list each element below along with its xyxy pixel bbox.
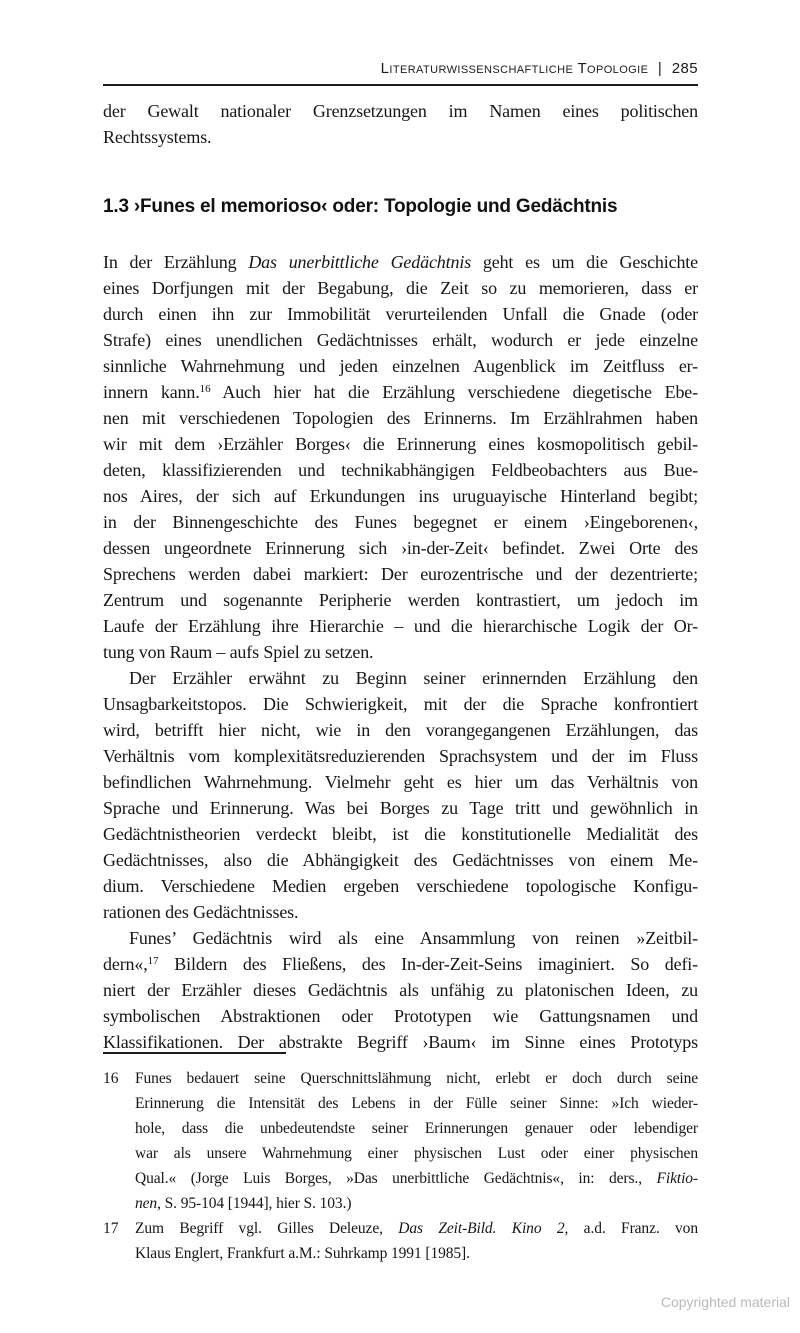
text-line (103, 561, 698, 587)
text-line (103, 951, 698, 977)
text-run: Sprechens werden dabei markiert: Der eurozentrische und der dezentrierte; (103, 564, 698, 584)
text-line (103, 613, 698, 639)
text-run: Das unerbittliche Gedächtnis (248, 252, 472, 272)
text-line (103, 457, 698, 483)
text-run: befindlichen Wahrnehmung. Vielmehr geht es hier um das Verhältnis von (103, 772, 698, 792)
text-line (135, 1116, 698, 1141)
text-line (135, 1216, 698, 1241)
text-line (103, 769, 698, 795)
text-run: Zum Begriff vgl. Gilles Deleuze, (135, 1220, 399, 1237)
text-line (103, 587, 698, 613)
paragraph (103, 925, 698, 1055)
paragraph (103, 98, 698, 150)
text-run: hole, dass die unbedeutendste seiner Erinnerungen genauer oder lebendiger (135, 1120, 698, 1137)
text-run: rationen des Gedächtnisses. (103, 902, 299, 922)
text-line (103, 795, 698, 821)
text-line (103, 639, 698, 665)
text-run: Erinnerung die Intensität des Lebens in der Fülle seiner Sinne: »Ich wieder- (135, 1095, 698, 1112)
text-run: in der Binnengeschichte des Funes begegnet er einem ›Eingeborenen‹, (103, 512, 698, 532)
running-header-page-number: 285 (671, 60, 698, 77)
text-line (103, 691, 698, 717)
text-run: Fiktio- (656, 1170, 698, 1187)
text-run: geht es um die Geschichte (471, 252, 698, 272)
text-line (103, 535, 698, 561)
text-run: Funes bedauert seine Querschnittslähmung nicht, erlebt er doch durch seine (135, 1070, 698, 1087)
text-run: dium. Verschiedene Medien ergeben verschiedene topologische Konfigu- (103, 876, 698, 896)
footnotes-section (103, 1052, 698, 1266)
text-run: innern kann. (103, 382, 200, 402)
text-line (103, 327, 698, 353)
text-line (103, 249, 698, 275)
text-line (103, 353, 698, 379)
text-run: wird, betrifft hier nicht, wie in den vorangegangenen Erzählungen, das (103, 720, 698, 740)
text-run: Auch hier hat die Erzählung verschiedene diegetische Ebe- (210, 382, 698, 402)
text-run: Sprache und Erinnerung. Was bei Borges zu Tage tritt und gewöhnlich in (103, 798, 698, 818)
text-run: Das Zeit-Bild. Kino 2 (398, 1220, 565, 1237)
text-run: Verhältnis vom komplexitätsreduzierenden Sprachsystem und der im Fluss (103, 746, 698, 766)
footnote (103, 1216, 698, 1266)
text-line (103, 379, 698, 405)
footnote (103, 1066, 698, 1216)
text-run: dern«, (103, 954, 148, 974)
text-run: Klaus Englert, Frankfurt a.M.: Suhrkamp 1991 [1985]. (135, 1245, 470, 1262)
text-line (135, 1066, 698, 1091)
body-text (103, 249, 698, 1055)
text-line (103, 483, 698, 509)
text-run: Der Erzähler erwähnt zu Beginn seiner erinnernden Erzählung den (129, 668, 698, 688)
footnote-reference: 17 (147, 955, 159, 967)
text-run: niert der Erzähler dieses Gedächtnis als unfähig zu platonischen Ideen, zu (103, 980, 698, 1000)
running-header-title: Literaturwissenschaftliche Topologie (380, 60, 649, 77)
text-run: tung von Raum – aufs Spiel zu setzen. (103, 642, 374, 662)
text-run: Zentrum und sogenannte Peripherie werden kontrastiert, um jedoch im (103, 590, 698, 610)
text-run: Laufe der Erzählung ihre Hierarchie – und die hierarchische Logik der Or- (103, 616, 698, 636)
paragraph (103, 249, 698, 665)
text-line (103, 509, 698, 535)
running-header-divider: | (657, 60, 663, 77)
text-run: symbolischen Abstraktionen oder Prototypen wie Gattungsnamen und (103, 1006, 698, 1026)
paragraph (103, 665, 698, 925)
running-header (103, 60, 698, 86)
footnote-number: 17 (103, 1220, 119, 1237)
text-line (135, 1191, 698, 1216)
text-run: deten, klassifizierenden und technikabhängigen Feldbeobachters aus Bue- (103, 460, 698, 480)
text-run: Qual.« (Jorge Luis Borges, »Das unerbittliche Gedächtnis«, in: ders., (135, 1170, 657, 1187)
copyright-watermark: Copyrighted material (660, 1294, 790, 1310)
text-line (103, 405, 698, 431)
text-line (103, 275, 698, 301)
text-run: wir mit dem ›Erzähler Borges‹ die Erinnerung eines kosmopolitisch gebil- (103, 434, 698, 454)
text-line (135, 1241, 698, 1266)
text-run: nos Aires, der sich auf Erkundungen ins uruguayische Hinterland begibt; (103, 486, 698, 506)
text-run: Gedächtnistheorien verdeckt bleibt, ist die konstitutionelle Medialität des (103, 824, 698, 844)
text-run: durch einen ihn zur Immobilität verurteilenden Unfall die Gnade (oder (103, 304, 698, 324)
text-line (103, 124, 698, 150)
section-heading: 1.3 ›Funes el memorioso‹ oder: Topologie und Gedächtnis (103, 196, 618, 217)
text-line (103, 873, 698, 899)
text-run: eines Dorfjungen mit der Begabung, die Zeit so zu memorieren, dass er (103, 278, 698, 298)
footnote-list (103, 1066, 698, 1266)
text-run: Rechtssystems. (103, 127, 212, 147)
text-run: Funes’ Gedächtnis wird als eine Ansammlung von reinen »Zeitbil- (129, 928, 698, 948)
text-line (103, 98, 698, 124)
footnote-number: 16 (103, 1070, 119, 1087)
text-line (103, 847, 698, 873)
text-run: nen (135, 1195, 158, 1212)
text-run: Klassifikationen. Der abstrakte Begriff ›Baum‹ im Sinne eines Prototyps (103, 1032, 698, 1052)
footnote-reference: 16 (199, 383, 211, 395)
text-run: Unsagbarkeitstopos. Die Schwierigkeit, mit der die Sprache konfrontiert (103, 694, 698, 714)
text-line (103, 925, 698, 951)
text-run: dessen ungeordnete Erinnerung sich ›in-der-Zeit‹ befindet. Zwei Orte des (103, 538, 698, 558)
text-run: , S. 95-104 [1944], hier S. 103.) (157, 1195, 352, 1212)
text-run: der Gewalt nationaler Grenzsetzungen im Namen eines politischen (103, 101, 698, 121)
text-line (103, 717, 698, 743)
footnote-separator (103, 1052, 286, 1054)
text-run: , a.d. Franz. von (564, 1220, 698, 1237)
text-run: In der Erzählung (103, 252, 249, 272)
intro-paragraph (103, 98, 698, 150)
text-line (103, 301, 698, 327)
text-line (103, 821, 698, 847)
text-run: Bildern des Fließens, des In-der-Zeit-Seins imaginiert. So defi- (158, 954, 698, 974)
text-run: sinnliche Wahrnehmung und jeden einzelnen Augenblick im Zeitfluss er- (103, 356, 698, 376)
text-line (103, 977, 698, 1003)
text-line (103, 743, 698, 769)
text-line (135, 1091, 698, 1116)
text-line (103, 899, 698, 925)
text-run: war als unsere Wahrnehmung einer physischen Lust oder einer physischen (135, 1145, 698, 1162)
text-run: Strafe) eines unendlichen Gedächtnisses erhält, wodurch er jede einzelne (103, 330, 698, 350)
text-line (103, 431, 698, 457)
text-line (135, 1141, 698, 1166)
text-run: nen mit verschiedenen Topologien des Erinnerns. Im Erzählrahmen haben (103, 408, 698, 428)
text-line (103, 1003, 698, 1029)
text-run: Gedächtnisses, also die Abhängigkeit des Gedächtnisses von einem Me- (103, 850, 698, 870)
text-line (135, 1166, 698, 1191)
text-line (103, 665, 698, 691)
